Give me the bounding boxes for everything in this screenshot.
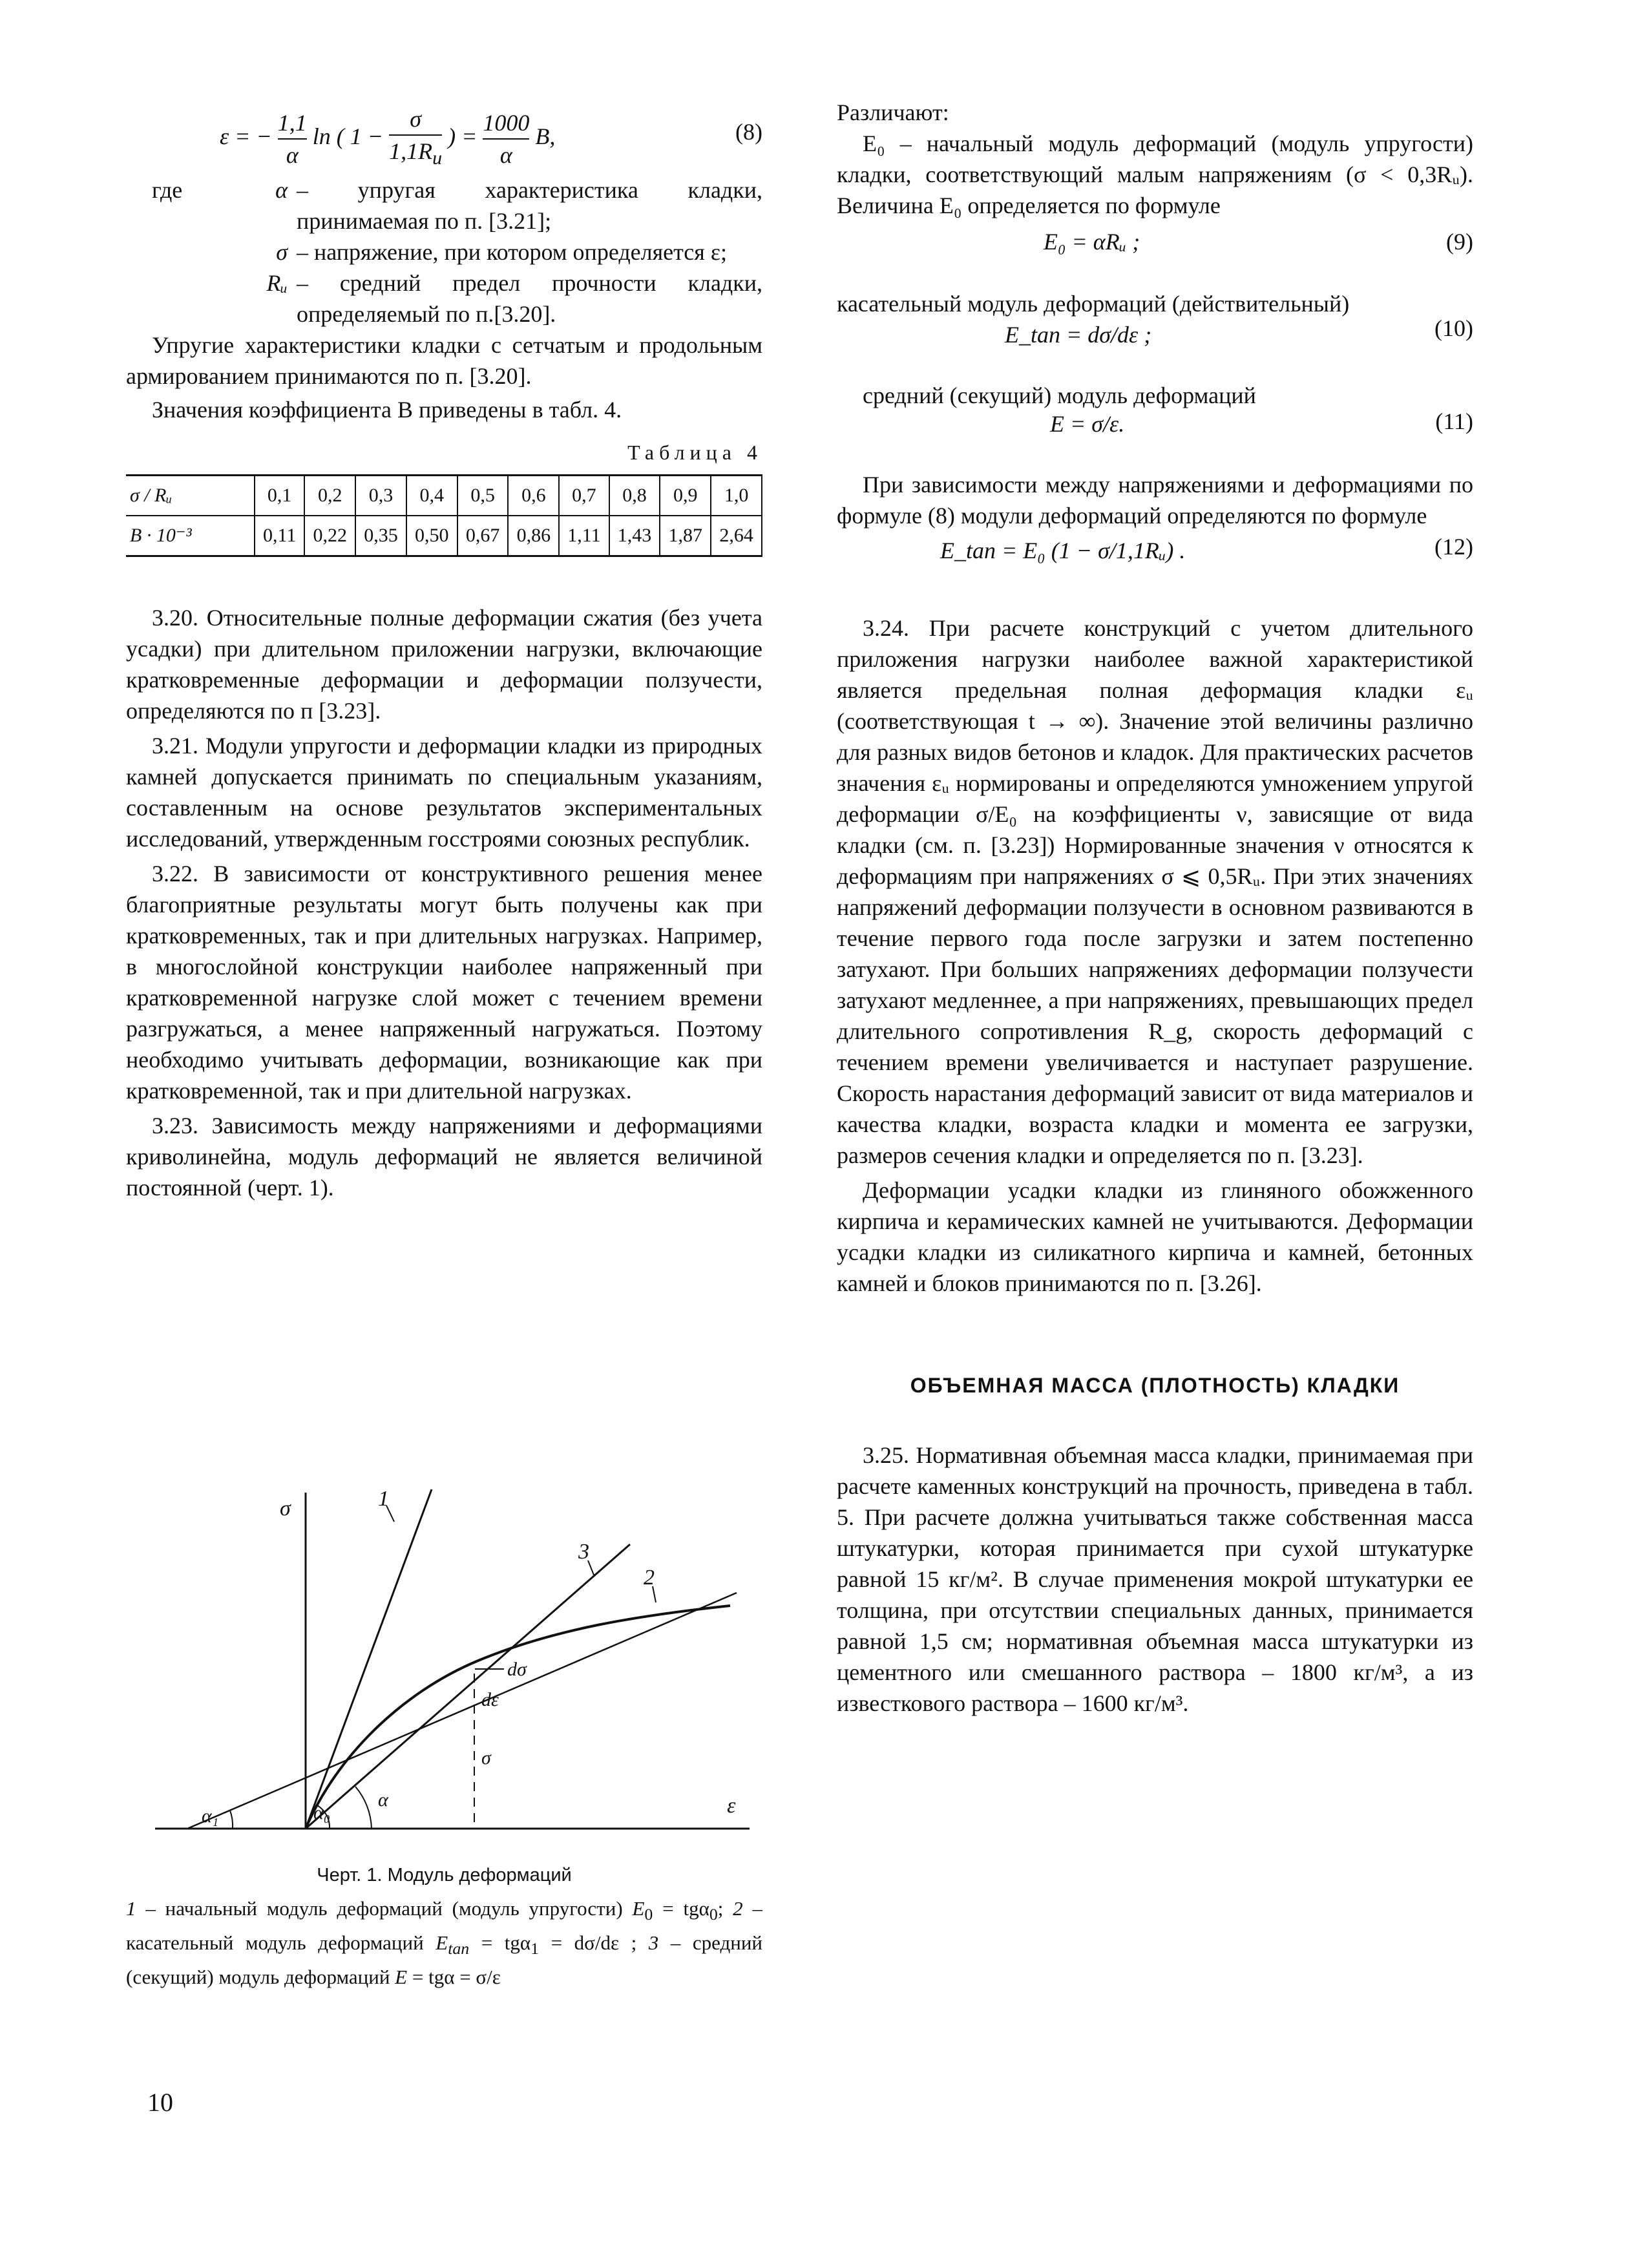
paragraph-distinguish: Различают:	[837, 100, 949, 125]
table-cell: 2,64	[711, 516, 762, 556]
table-cell: 0,35	[355, 516, 406, 556]
table-cell: 0,86	[508, 516, 559, 556]
paragraph-3-22: 3.22. В зависимости от конструктивного решения менее благоприятные результаты могут быть получены как при кратковременных, так и при длительных нагрузках. Например, в многослойной конструкции наиболее напряженный при кратковременной нагрузке слой может с течением времени разгружаться, а менее напряженный нагружаться. Поэтому необходимо учитывать деформации, возникающие как при кратковременной, так и при длительной нагрузках.	[126, 861, 762, 1104]
alpha-arc	[355, 1787, 372, 1829]
paragraph-e0: E₀ – начальный модуль деформаций (модуль упругости) кладки, соответствующий малым напряжениям (σ < 0,3Rᵤ). Величина E₀ определяется по формуле	[837, 131, 1473, 218]
line-label-3: 3	[578, 1540, 589, 1564]
table-cell: 0,3	[355, 476, 406, 516]
figure-1-deformation-modulus	[142, 1480, 762, 1848]
axis-label-sigma: σ	[280, 1496, 291, 1520]
definition-text: – упругая характеристика кладки, принимаемая по п. [3.21];	[297, 177, 762, 234]
right-column	[837, 97, 1473, 1719]
equation-10	[837, 315, 1473, 361]
definition-symbol: Rᵤ	[266, 270, 288, 296]
table-4	[126, 474, 762, 557]
equation-11	[837, 408, 1473, 452]
line-2-tangent-modulus	[187, 1593, 737, 1829]
definition-item	[178, 174, 762, 236]
definition-symbol: α	[275, 177, 288, 203]
section-heading: ОБЪЕМНАЯ МАССА (ПЛОТНОСТЬ) КЛАДКИ	[910, 1374, 1400, 1397]
line-label-2: 2	[644, 1566, 655, 1590]
definition-list	[178, 174, 762, 330]
paragraph-elastic: Упругие характеристики кладки с сетчатым и продольным армированием принимаются по п. [3.20].	[126, 332, 762, 389]
figure-caption-block	[126, 1861, 762, 1991]
stress-strain-curve	[306, 1606, 730, 1829]
equation-11-body: E = σ/ε.	[1050, 411, 1125, 437]
table-cell: 1,11	[559, 516, 609, 556]
equation-12-number: (12)	[1434, 534, 1473, 560]
paragraph-coef: Значения коэффициента B приведены в табл. 4.	[152, 397, 622, 423]
label-alpha1: α₁	[202, 1805, 219, 1827]
table-cell: 0,5	[457, 476, 509, 516]
paragraph-secant: средний (секущий) модуль деформаций	[863, 383, 1256, 408]
paragraph-3-23: 3.23. Зависимость между напряжениями и деформациями криволинейна, модуль деформаций не является величиной постоянной (черт. 1).	[126, 1113, 762, 1201]
equation-12	[837, 531, 1473, 572]
table-cell: 0,9	[660, 476, 711, 516]
paragraph-3-21: 3.21. Модули упругости и деформации кладки из природных камней допускается принимать по специальным указаниям, составленным на основе результатов экспериментальных исследований, утвержденным госстроями союзных республик.	[126, 733, 762, 852]
equation-8-number: (8)	[735, 119, 762, 145]
table-cell: 0,50	[406, 516, 457, 556]
table-cell: 1,87	[660, 516, 711, 556]
where-label: где	[152, 177, 183, 203]
table-cell: 1,43	[609, 516, 660, 556]
line-1-initial-modulus	[306, 1489, 432, 1829]
paragraph-3-25: 3.25. Нормативная объемная масса кладки, принимаемая при расчете каменных конструкций на прочность, приведена в табл. 5. При расчете должна учитываться также собственная масса штукатурки, которая принимается при сухой штукатурке равной 15 кг/м². В случае применения мокрой штукатурки ее толщина, при отсутствии специальных данных, принимается равной 1,5 см; нормативная объемная масса штукатурки из цементного или смешанного раствора – 1800 кг/м³, а из известкового раствора – 1600 кг/м³.	[837, 1442, 1473, 1716]
definition-item	[178, 268, 762, 330]
table-cell: 0,11	[255, 516, 304, 556]
line-label-1: 1	[378, 1487, 389, 1511]
page-number: 10	[147, 2088, 173, 2117]
figure-title: Черт. 1. Модуль деформаций	[317, 1865, 572, 1885]
definition-text: – средний предел прочности кладки, определяемый по п.[3.20].	[297, 270, 762, 327]
table-4-title: Таблица 4	[627, 441, 762, 464]
paragraph-shrinkage: Деформации усадки кладки из глиняного обожженного кирпича и керамических камней не учитываются. Деформации усадки кладки из силикатного кирпича и камней, бетонных камней и блоков принимаются по п. [3.26].	[837, 1177, 1473, 1296]
label-d-epsilon: dε	[481, 1689, 499, 1710]
table-cell: 0,1	[255, 476, 304, 516]
label-d-sigma: dσ	[507, 1659, 527, 1680]
definitions	[126, 174, 762, 330]
equation-12-body: E_tan = E₀ (1 − σ/1,1Rᵤ) .	[940, 538, 1186, 563]
table-cell: 0,2	[304, 476, 355, 516]
alpha1-arc	[230, 1811, 233, 1829]
left-column	[126, 97, 762, 1203]
paragraph-tangent: касательный модуль деформаций (действительный)	[837, 291, 1350, 317]
paragraph-3-20: 3.20. Относительные полные деформации сжатия (без учета усадки) при длительном приложении нагрузки, включающие кратковременные деформации и деформации ползучести, определяются по п [3.23].	[126, 605, 762, 724]
equation-9-number: (9)	[1446, 229, 1473, 255]
paragraph-3-24: 3.24. При расчете конструкций с учетом длительного приложения нагрузки наиболее важной характеристикой является предельная полная деформация кладки εᵤ (соответствующая t → ∞). Значение этой величины различно для разных видов бетонов и кладок. Для практических расчетов значения εᵤ нормированы и определяются умножением упругой деформации σ/E₀ на коэффициенты ν, зависящие от вида кладки (см. п. [3.23]) Нормированные значения ν относятся к деформациям при напряжениях σ ⩽ 0,5Rᵤ. При этих значениях напряжений деформации ползучести в основном развиваются в течение первого года после загрузки и затем постепенно затухают. При больших напряжениях деформации ползучести затухают медленнее, а при напряжениях, превышающих предел длительного сопротивления R_g, скорость деформаций с течением времени увеличивается и наступает разрушение. Скорость нарастания деформаций зависит от вида материалов и качества кладки, возраста кладки и момента ее загрузки, размеров сечения кладки и определяется по п. [3.23].	[837, 615, 1473, 1168]
table-cell: 0,6	[508, 476, 559, 516]
definition-item	[178, 236, 762, 268]
table-cell: 0,7	[559, 476, 609, 516]
table-row-head: σ / Rᵤ	[126, 476, 255, 516]
equation-10-number: (10)	[1434, 315, 1473, 341]
label-sigma-mark: σ	[481, 1747, 491, 1769]
label-alpha: α	[378, 1789, 388, 1811]
table-row	[126, 476, 762, 516]
line-3-secant-modulus	[306, 1544, 630, 1829]
equation-8-body: ε = − $\frac{1,1}{\alpha}$ ln ( 1 − $\frac{\sigma}{1,1R_u}$ ) = $\frac{1000}{\alpha}$ B,	[220, 103, 555, 174]
paragraph-dependence: При зависимости между напряжениями и деформациями по формуле (8) модули деформаций определяются по формуле	[837, 472, 1473, 529]
table-cell: 0,22	[304, 516, 355, 556]
figure-caption: 1 – начальный модуль деформаций (модуль упругости) $E_0 = tg\alpha_0$; 2 – касательный модуль деформаций $E_{tan} = tg\alpha_1 = d\sigma/d\varepsilon$ ; 3 – средний (секущий) модуль деформаций E = tgα = σ/ε	[126, 1897, 763, 1989]
definition-symbol: σ	[276, 239, 288, 265]
table-cell: 1,0	[711, 476, 762, 516]
table-cell: 0,8	[609, 476, 660, 516]
table-row-head: B · 10⁻³	[126, 516, 255, 556]
equation-9-body: E₀ = αRᵤ ;	[1044, 229, 1140, 255]
equation-10-body: E_tan = dσ/dε ;	[1005, 322, 1152, 348]
table-cell: 0,67	[457, 516, 509, 556]
equation-8	[126, 97, 762, 168]
equation-11-number: (11)	[1435, 408, 1473, 434]
axis-label-epsilon: ε	[727, 1794, 736, 1818]
table-cell: 0,4	[406, 476, 457, 516]
table-row	[126, 516, 762, 556]
label-alpha0: α₀	[313, 1802, 331, 1823]
equation-9	[837, 221, 1473, 262]
definition-text: – напряжение, при котором определяется ε;	[297, 239, 727, 265]
